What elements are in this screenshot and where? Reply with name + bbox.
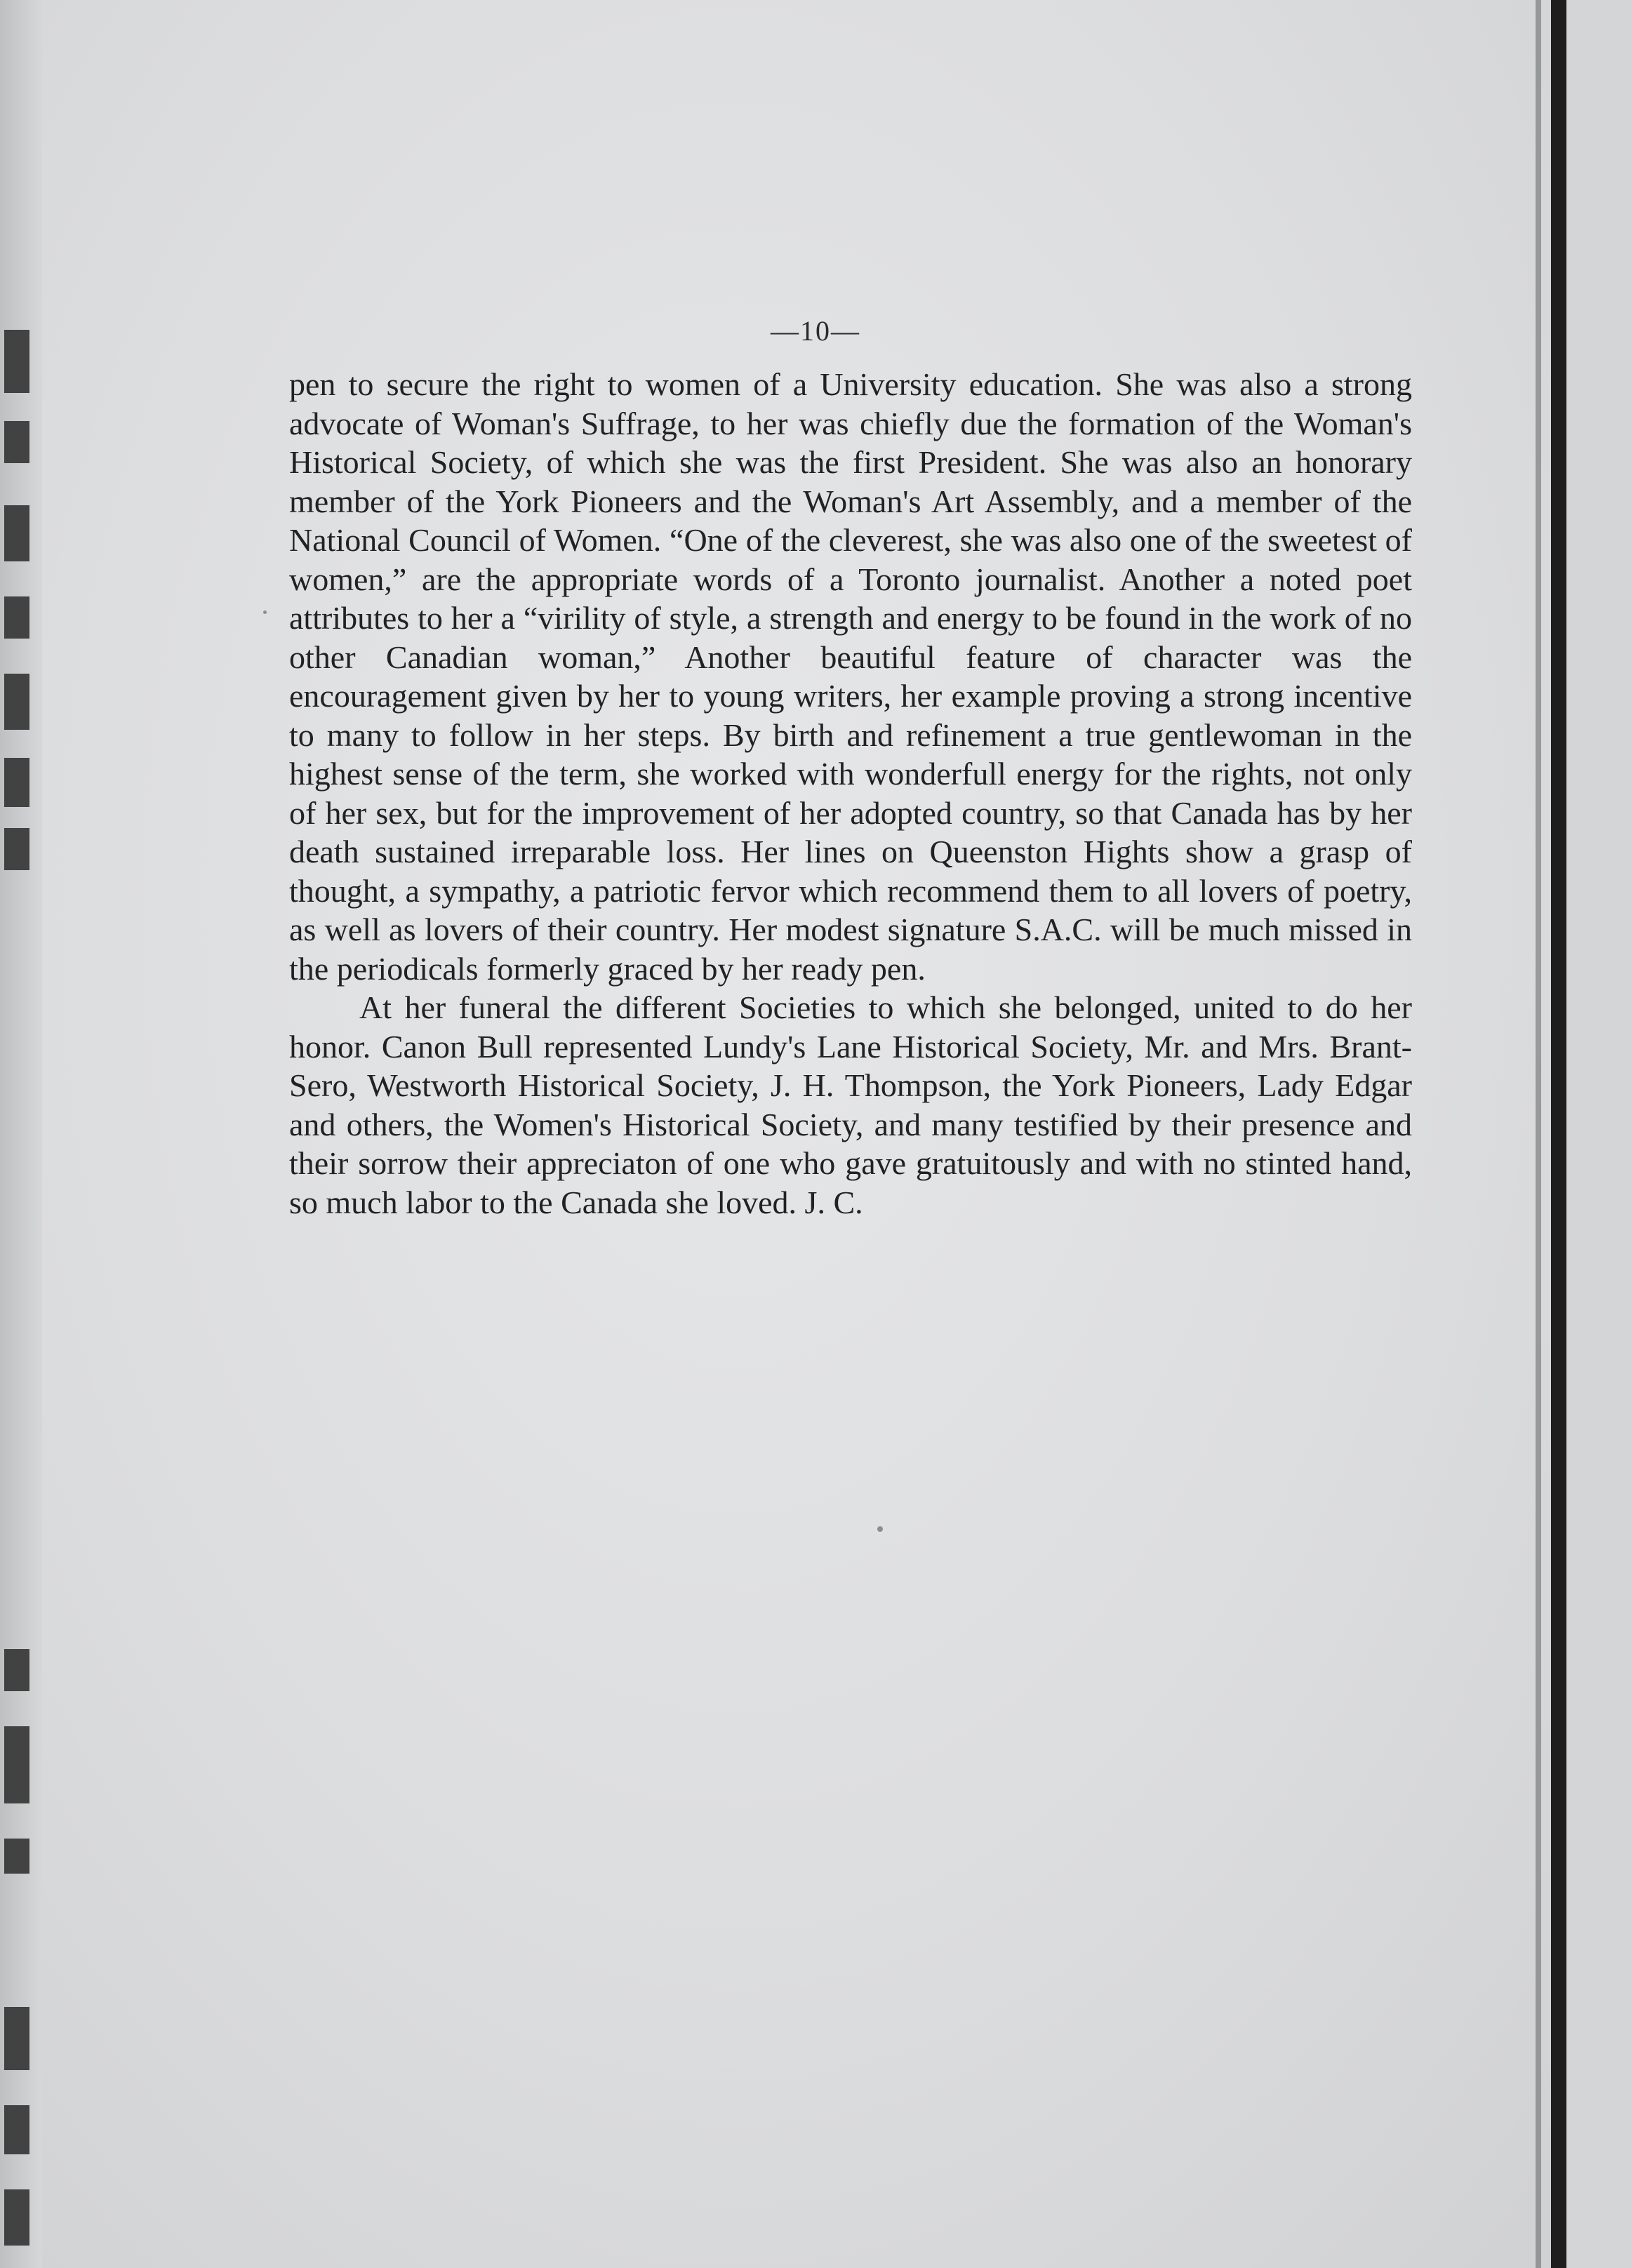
binding-mark	[4, 1726, 29, 1803]
scan-speck	[877, 1526, 883, 1532]
binding-mark	[4, 2007, 29, 2070]
binding-mark	[4, 421, 29, 463]
scan-speck	[263, 611, 267, 614]
binding-mark	[4, 828, 29, 870]
binding-mark	[4, 1839, 29, 1874]
binding-mark	[4, 1649, 29, 1691]
page-body	[289, 365, 1412, 1222]
page-number: —10—	[771, 315, 860, 347]
binding-mark	[4, 505, 29, 561]
binding-mark	[4, 758, 29, 807]
paragraph: At her funeral the different Societies to which she belonged, united to do her honor. Canon Bull represented Lundy's Lane Historical Society, Mr. and Mrs. Brant-Sero, Westworth Historical Society, J. H. Thompson, the York Pioneers, Lady Edgar and others, the Women's Historical Society, and many testified by their presence and their sorrow their appreciaton of one who gave gratuitously and with no stinted hand, so much labor to the Canada she loved. J. C.	[289, 989, 1412, 1220]
binding-mark	[4, 596, 29, 639]
binding-mark	[4, 674, 29, 730]
binding-mark	[4, 2189, 29, 2246]
paragraph: pen to secure the right to women of a University education. She was also a strong advocate of Woman's Suffrage, to her was chiefly due the formation of the Woman's Historical Society, of which she was the first President. She was also an honorary member of the York Pioneers and the Woman's Art Assembly, and a member of the National Council of Women. “One of the cleverest, she was also one of the sweetest of women,” are the appropriate words of a Toronto journalist. Another a noted poet attributes to her a “virility of style, a strength and energy to be found in the work of no other Canadian woman,” Another beautiful feature of character was the encouragement given by her to young writers, her example proving a strong incentive to many to follow in her steps. By birth and refinement a true gentlewoman in the highest sense of the term, she worked with wonderfull energy for the rights, not only of her sex, but for the improvement of her adopted country, so that Canada has by her death sustained irreparable loss. Her lines on Queenston Hights show a grasp of thought, a sympathy, a patriotic fervor which recommend them to all lovers of poetry, as well as lovers of their country. Her modest signature S.A.C. will be much missed in the periodicals formerly graced by her ready pen.	[289, 366, 1412, 987]
binding-mark	[4, 2105, 29, 2154]
